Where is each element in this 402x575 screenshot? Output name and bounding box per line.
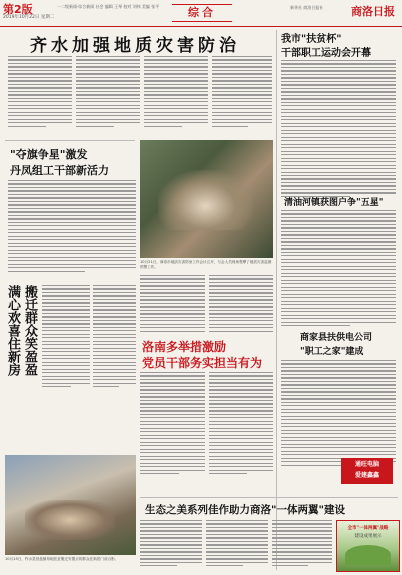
masthead: 商洛日报 — [351, 5, 395, 18]
badge-line1: 通旺电脑 — [354, 461, 379, 468]
right-lower-title-1: 商家县扶供电公司 — [300, 333, 373, 343]
ad-subtitle: 建设成果展示 — [354, 534, 382, 539]
main-story-col2 — [76, 56, 140, 129]
center-story-col4 — [209, 372, 273, 477]
center-story-col1 — [140, 275, 205, 334]
center-story-col2 — [209, 275, 273, 334]
bottom-story-col3 — [272, 520, 332, 569]
right-top-title-2: 干部职工运动会开幕 — [281, 48, 371, 59]
main-headline: 齐水加强地质灾害防治 — [30, 36, 240, 56]
ad-hills — [345, 545, 391, 565]
section-label: 综合 — [172, 4, 232, 22]
main-story-col1 — [8, 56, 72, 129]
badge-line2: 爱建鑫鑫 — [354, 472, 379, 479]
header-nav: 一二级新闻·综合新闻 社会 编辑 王琴 校对 刘伟 美编 张平 — [57, 4, 160, 9]
center-title-1: 洛南多举措激励 — [142, 340, 227, 354]
left-story-title: 丹凤组工干部新活力 — [10, 164, 109, 177]
ad-block — [336, 520, 400, 572]
bottom-headline: 生态之美系列佳作助力商洛"一体两翼"建设 — [145, 504, 345, 516]
photo-group — [25, 500, 115, 540]
page-number: 第2版 — [3, 3, 33, 16]
vertical-headline-2: 满心欢喜住新房 — [5, 285, 20, 376]
main-story-col4 — [212, 56, 272, 129]
promo-badge — [341, 458, 393, 484]
vertical-headline-1: 搬迁群众笑盈盈 — [22, 285, 37, 376]
right-lower-body — [281, 360, 396, 468]
center-story-col3 — [140, 372, 205, 477]
bottom-rule — [140, 497, 398, 498]
left-story-body — [8, 180, 136, 274]
header-right-info: 新华社 商洛日报社 — [290, 5, 324, 10]
ad-title: 全市"一体两翼"战略 — [347, 526, 389, 531]
date-line: 2019年10月22日 星期二 — [3, 15, 55, 20]
vertical-story-body-2 — [93, 285, 136, 390]
right-top-body — [281, 60, 396, 199]
bottom-story-col2 — [206, 520, 268, 569]
column-divider — [276, 30, 277, 570]
right-top-title-1: 我市"扶贫杯" — [281, 34, 342, 45]
left-story-kicker: "夺旗争星"激发 — [10, 148, 88, 161]
section-rule — [5, 140, 135, 141]
left-bottom-photo — [5, 455, 136, 555]
right-mid-title: 清油河镇获图户争"五星" — [284, 198, 384, 208]
bottom-story-col1 — [140, 520, 202, 569]
center-title-2: 党员干部务实担当有为 — [142, 356, 263, 370]
vertical-story-body-1 — [42, 285, 90, 390]
main-photo — [140, 140, 273, 258]
photo-figures — [158, 170, 253, 230]
right-lower-title-2: "职工之家"建成 — [300, 347, 364, 357]
right-mid-body — [281, 210, 396, 328]
main-story-col3 — [144, 56, 208, 129]
left-bottom-caption: 10月15日，柞水县营盘镇易地扶贫搬迁安置点的群众在新居门前合影。 — [5, 557, 119, 561]
main-photo-caption: 10月21日，商洛市地质灾害防治工作会议召开，与会人员现场观摩了地质灾害监测预警工作。 — [140, 260, 272, 269]
